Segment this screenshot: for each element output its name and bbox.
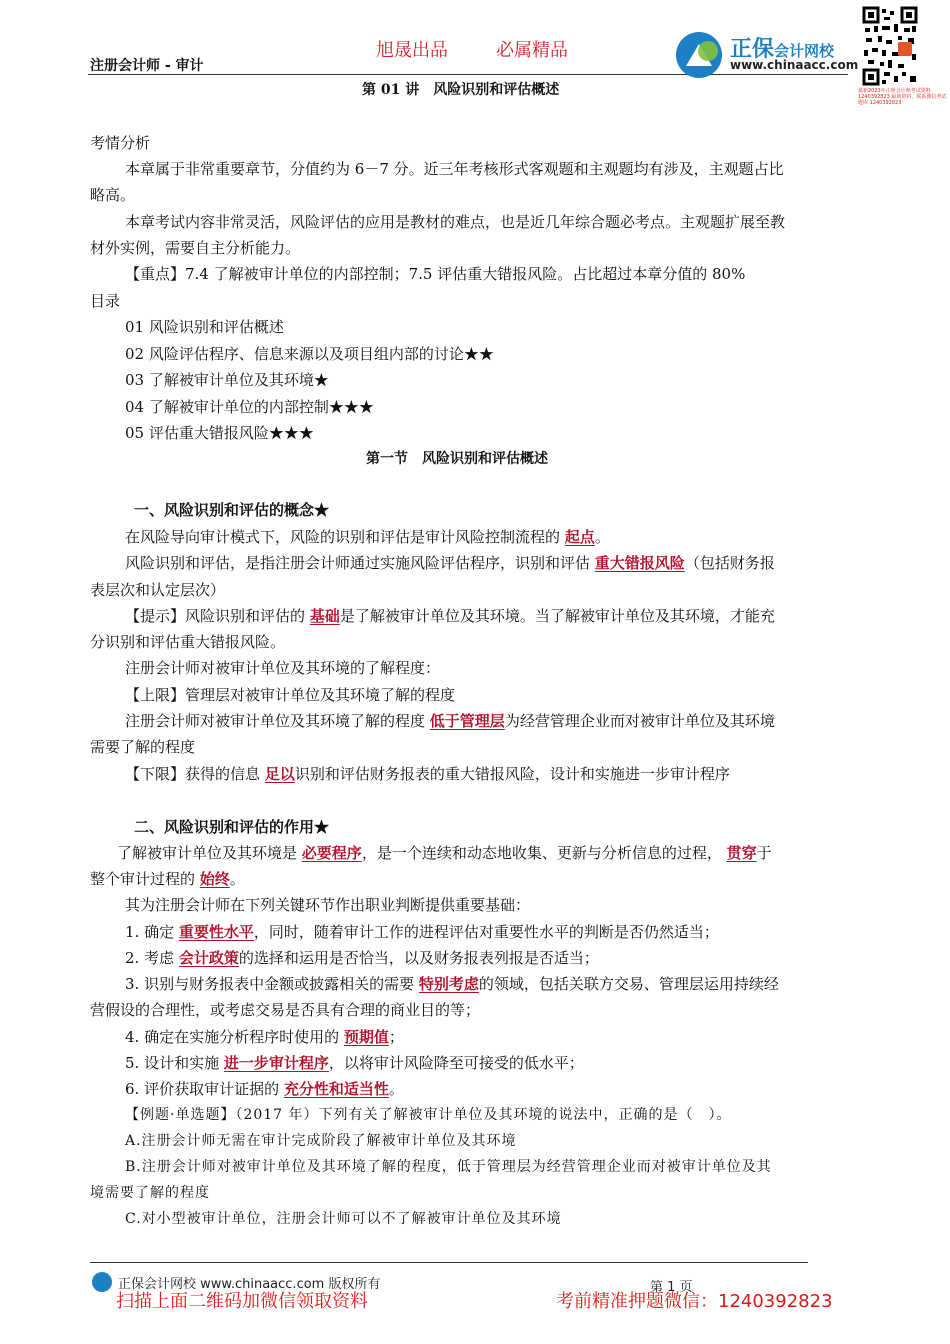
text-run: 5. 设计和实施 [125, 1054, 220, 1072]
upper-limit: 【上限】管理层对被审计单位及其环境了解的程度 [125, 686, 456, 704]
lower-limit [125, 764, 730, 784]
text-run: 的领域，包括关联方交易、管理层运用持续经 [478, 975, 779, 993]
highlight-term: 预期值 [343, 1028, 389, 1046]
text-run: 。 [388, 1080, 404, 1098]
logo-url: www.chinaacc.com [730, 58, 859, 72]
text-run: 4. 确定在实施分析程序时使用的 [125, 1028, 340, 1046]
logo-mark-icon [676, 32, 722, 78]
chinaacc-logo [676, 30, 859, 82]
toc-item[interactable]: 02 风险评估程序、信息来源以及项目组内部的讨论★★ [125, 345, 494, 363]
highlight-term: 重要性水平 [178, 923, 254, 941]
text-run: 了解被审计单位及其环境是 [117, 844, 298, 862]
role-list-item [125, 1079, 404, 1099]
role-list-item [125, 974, 779, 994]
analysis-paragraph: 略高。 [90, 186, 136, 204]
footer-logo-icon [92, 1272, 112, 1292]
text-run: 【提示】风险识别和评估的 [125, 607, 306, 625]
analysis-paragraph: 本章属于非常重要章节，分值约为 6－7 分。近三年考核形式客观题和主观题均有涉及，主观题占比 [125, 160, 784, 178]
highlight-term: 特别考虑 [418, 975, 479, 993]
text-run: 整个审计过程的 [90, 870, 196, 888]
text-run: 注册会计师对被审计单位及其环境了解的程度 [125, 712, 426, 730]
analysis-paragraph: 本章考试内容非常灵活，风险评估的应用是教材的难点，也是近几年综合题必考点。主观题扩展至教 [125, 213, 786, 231]
text-run: ，以将审计风险降至可接受的低水平； [328, 1054, 584, 1072]
highlight-term: 足以 [264, 765, 295, 783]
concept-paragraph [125, 553, 775, 573]
text-run: 于 [756, 844, 772, 862]
text-run: 在风险导向审计模式下，风险的识别和评估是审计风险控制流程的 [125, 528, 561, 546]
lecture-title: 第 01 讲 风险识别和评估概述 [362, 82, 560, 98]
example-option-c[interactable]: C.对小型被审计单位，注册会计师可以不了解被审计单位及其环境 [125, 1211, 562, 1227]
toc-item[interactable]: 04 了解被审计单位的内部控制★★★ [125, 398, 374, 416]
analysis-heading: 考情分析 [90, 134, 151, 152]
analysis-paragraph: 材外实例，需要自主分析能力。 [90, 239, 301, 257]
role-list-item: 营假设的合理性，或考虑交易是否具有合理的商业目的等； [90, 1001, 481, 1019]
text-run: ，同时，随着审计工作的进程评估对重要性水平的判断是否仍然适当； [253, 923, 719, 941]
example-option-b-cont: 境需要了解的程度 [90, 1185, 210, 1201]
logo-name: 正保 [730, 37, 775, 62]
highlight-term: 充分性和适当性 [283, 1080, 389, 1098]
highlight-term: 进一步审计程序 [223, 1054, 329, 1072]
qr-code-icon[interactable] [862, 6, 918, 86]
concept-paragraph [125, 527, 610, 547]
role-heading: 二、风险识别和评估的作用★ [134, 818, 330, 836]
key-points: 【重点】7.4 了解被审计单位的内部控制；7.5 评估重大错报风险。占比超过本章分值的 80% [125, 265, 746, 283]
promo-right: 考前精准押题微信：1240392823 [556, 1291, 833, 1312]
text-run: 6. 评价获取审计证据的 [125, 1080, 280, 1098]
concept-paragraph: 表层次和认定层次） [90, 581, 226, 599]
text-run: 2. 考虑 [125, 949, 175, 967]
tip-paragraph: 分识别和评估重大错报风险。 [90, 633, 286, 651]
footer-copyright: 正保会计网校 www.chinaacc.com 版权所有 [118, 1277, 381, 1292]
toc-item[interactable]: 05 评估重大错报风险★★★ [125, 424, 314, 442]
highlight-term: 贯穿 [726, 844, 757, 862]
role-list-item [125, 922, 719, 942]
concept-heading: 一、风险识别和评估的概念★ [134, 501, 330, 519]
highlight-term: 必要程序 [301, 844, 362, 862]
text-run: 【下限】获得的信息 [125, 765, 261, 783]
text-run: 3. 识别与财务报表中金额或披露相关的需要 [125, 975, 415, 993]
role-paragraph [90, 869, 245, 889]
text-run: 。 [594, 528, 610, 546]
concept-paragraph: 需要了解的程度 [90, 738, 196, 756]
qr-caption: 最新2023年注册会计师考试资料 1240392823 最新资料，联系微信考试题库 1240392823 [858, 88, 947, 106]
footer-divider [90, 1262, 808, 1263]
highlight-term: 重大错报风险 [594, 554, 685, 572]
text-run: 是了解被审计单位及其环境。当了解被审计单位及其环境，才能充 [339, 607, 775, 625]
brand-slogan-right: 必属精品 [496, 40, 568, 61]
example-question-stem: 【例题·单选题】（2017 年）下列有关了解被审计单位及其环境的说法中，正确的是（ ）。 [125, 1107, 732, 1123]
role-list-item [125, 1053, 584, 1073]
logo-sub: 会计网校 [774, 42, 835, 60]
text-run: 。 [229, 870, 245, 888]
concept-paragraph [125, 711, 775, 731]
text-run: 1. 确定 [125, 923, 175, 941]
example-option-a[interactable]: A.注册会计师无需在审计完成阶段了解被审计单位及其环境 [125, 1133, 517, 1149]
toc-heading: 目录 [90, 292, 121, 310]
text-run: ，是一个连续和动态地收集、更新与分析信息的过程， [361, 844, 722, 862]
section-title: 第一节 风险识别和评估概述 [366, 451, 548, 467]
promo-left: 扫描上面二维码加微信领取资料 [116, 1291, 368, 1312]
role-list-item [125, 948, 599, 968]
page-number: 第 1 页 [650, 1280, 693, 1295]
example-option-b[interactable]: B.注册会计师对被审计单位及其环境了解的程度，低于管理层为经营管理企业而对被审计单位及其 [125, 1159, 772, 1175]
highlight-term: 起点 [564, 528, 595, 546]
role-paragraph [117, 843, 772, 863]
text-run: 风险识别和评估，是指注册会计师通过实施风险评估程序，识别和评估 [125, 554, 591, 572]
highlight-term: 低于管理层 [429, 712, 505, 730]
course-name: 注册会计师 - 审计 [90, 58, 204, 74]
toc-item[interactable]: 01 风险识别和评估概述 [125, 318, 284, 336]
role-paragraph: 其为注册会计师在下列关键环节作出职业判断提供重要基础： [125, 896, 531, 914]
text-run: （包括财务报 [684, 554, 775, 572]
highlight-term: 会计政策 [178, 949, 239, 967]
tip-paragraph [125, 606, 775, 626]
text-run: 识别和评估财务报表的重大错报风险，设计和实施进一步审计程序 [294, 765, 730, 783]
highlight-term: 始终 [199, 870, 230, 888]
highlight-term: 基础 [309, 607, 340, 625]
role-list-item [125, 1027, 404, 1047]
concept-paragraph: 注册会计师对被审计单位及其环境的了解程度： [125, 659, 441, 677]
toc-item[interactable]: 03 了解被审计单位及其环境★ [125, 371, 329, 389]
text-run: 的选择和运用是否恰当，以及财务报表列报是否适当； [238, 949, 599, 967]
text-run: 为经营管理企业而对被审计单位及其环境 [504, 712, 775, 730]
brand-slogan-left: 旭晟出品 [376, 40, 448, 61]
text-run: ； [388, 1028, 404, 1046]
